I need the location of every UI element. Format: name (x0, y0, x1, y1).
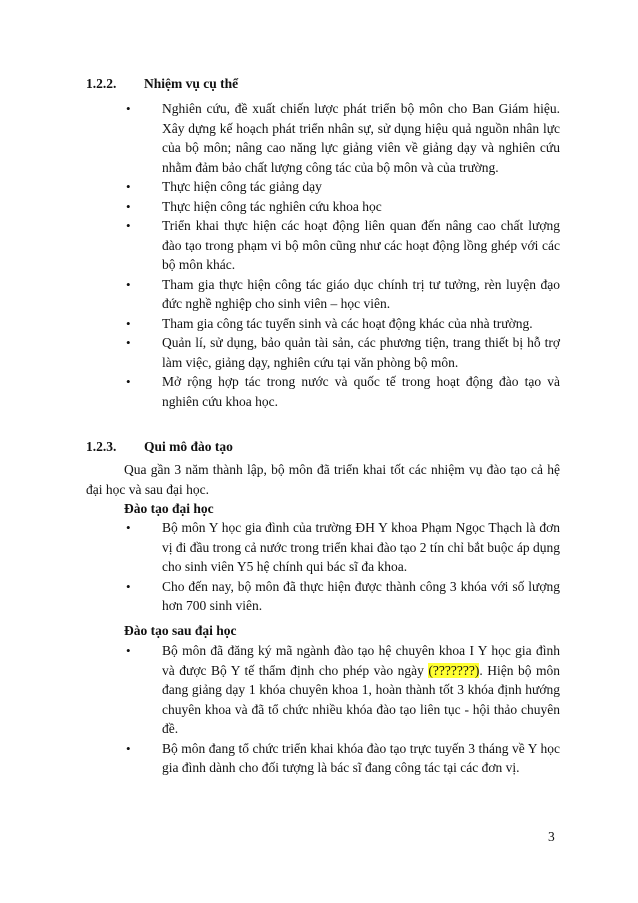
list-item: • Bộ môn đang tổ chức triển khai khóa đào tạo trực tuyến 3 tháng về Y học gia đình dành cho đối tượng là bác sĩ đang công tác tại các đơn vị. (126, 740, 560, 775)
highlighted-placeholder-date: (???????) (428, 662, 480, 678)
bullet-icon: • (126, 276, 131, 292)
bullet-icon: • (126, 101, 131, 116)
list-item: • Bộ môn đã đăng ký mã ngành đào tạo hệ chuyên khoa I Y học gia đình và được Bộ Y tế thẩm định cho phép vào ngày (???????). Hiện bộ môn đang giảng dạy 1 khóa chuyên khoa 1, hoàn thành tốt 3 khóa định hướng chuyên khoa và đã tổ chức nhiều khóa đào tạo liên tục - hội thảo chuyên đề. (126, 643, 560, 736)
bullet-icon: • (126, 578, 131, 594)
bullet-icon: • (126, 740, 131, 756)
bullet-icon: • (126, 335, 131, 350)
section-number: 1.2.3. (86, 439, 117, 454)
list-item: • Bộ môn Y học gia đình của trường ĐH Y khoa Phạm Ngọc Thạch là đơn vị đi đầu trong cả nước trong triển khai đào tạo 2 tín chỉ bắt buộc áp dụng cho sinh viên Y5 hệ chính qui bác sĩ đa khoa. (126, 520, 560, 574)
list-item: • Tham gia công tác tuyển sinh và các hoạt động khác của nhà trường. (124, 314, 560, 334)
section-title: Nhiệm vụ cụ thể (144, 76, 239, 91)
bullet-icon: • (126, 520, 131, 535)
list-item: • Mở rộng hợp tác trong nước và quốc tế trong hoạt động đào tạo và nghiên cứu khoa học. (126, 374, 560, 409)
section-heading-training-scale (86, 437, 566, 457)
list-item: • Triển khai thực hiện các hoạt động liên quan đến nâng cao chất lượng đào tạo trong phạm vi bộ môn cũng như các hoạt động lồng ghép với các bộ môn khác. (126, 218, 560, 272)
list-item: • Quản lí, sử dụng, bảo quản tài sản, các phương tiện, trang thiết bị hỗ trợ làm việc, giảng dạy, nghiên cứu tại văn phòng bộ môn. (126, 335, 560, 370)
undergrad-list (124, 518, 560, 616)
bullet-icon: • (126, 179, 131, 194)
section-number: 1.2.2. (86, 76, 117, 91)
bullet-icon: • (126, 198, 131, 214)
bullet-icon: • (126, 374, 131, 389)
section-title: Qui mô đào tạo (144, 439, 233, 454)
postgrad-heading: Đào tạo sau đại học (124, 623, 237, 638)
list-item: • Cho đến nay, bộ môn đã thực hiện được thành công 3 khóa với số lượng hơn 700 sinh viên. (126, 578, 560, 613)
duties-list (124, 99, 560, 411)
bullet-icon: • (126, 315, 131, 331)
postgrad-list (124, 641, 560, 778)
list-item: • Tham gia thực hiện công tác giáo dục chính trị tư tưởng, rèn luyện đạo đức nghề nghiệp cho sinh viên – học viên. (126, 276, 560, 311)
bullet-icon: • (126, 218, 131, 233)
page-number: 3 (548, 829, 555, 844)
section-heading-duties (86, 74, 566, 94)
list-item: • Thực hiện công tác giảng dạy (124, 177, 560, 197)
undergrad-heading: Đào tạo đại học (124, 501, 214, 516)
intro-paragraph: Qua gần 3 năm thành lập, bộ môn đã triển khai tốt các nhiệm vụ đào tạo cả hệ đại học và sau đại học. (86, 462, 560, 497)
list-item: • Nghiên cứu, đề xuất chiến lược phát triển bộ môn cho Ban Giám hiệu. Xây dựng kế hoạch phát triển nhân sự, sử dụng hiệu quả nguồn nhân lực của bộ môn; nâng cao năng lực giảng viên về giảng dạy và nghiên cứu nhằm đảm bảo chất lượng công tác của bộ môn và của trường. (126, 101, 560, 175)
bullet-icon: • (126, 643, 131, 658)
list-item: • Thực hiện công tác nghiên cứu khoa học (124, 197, 560, 217)
